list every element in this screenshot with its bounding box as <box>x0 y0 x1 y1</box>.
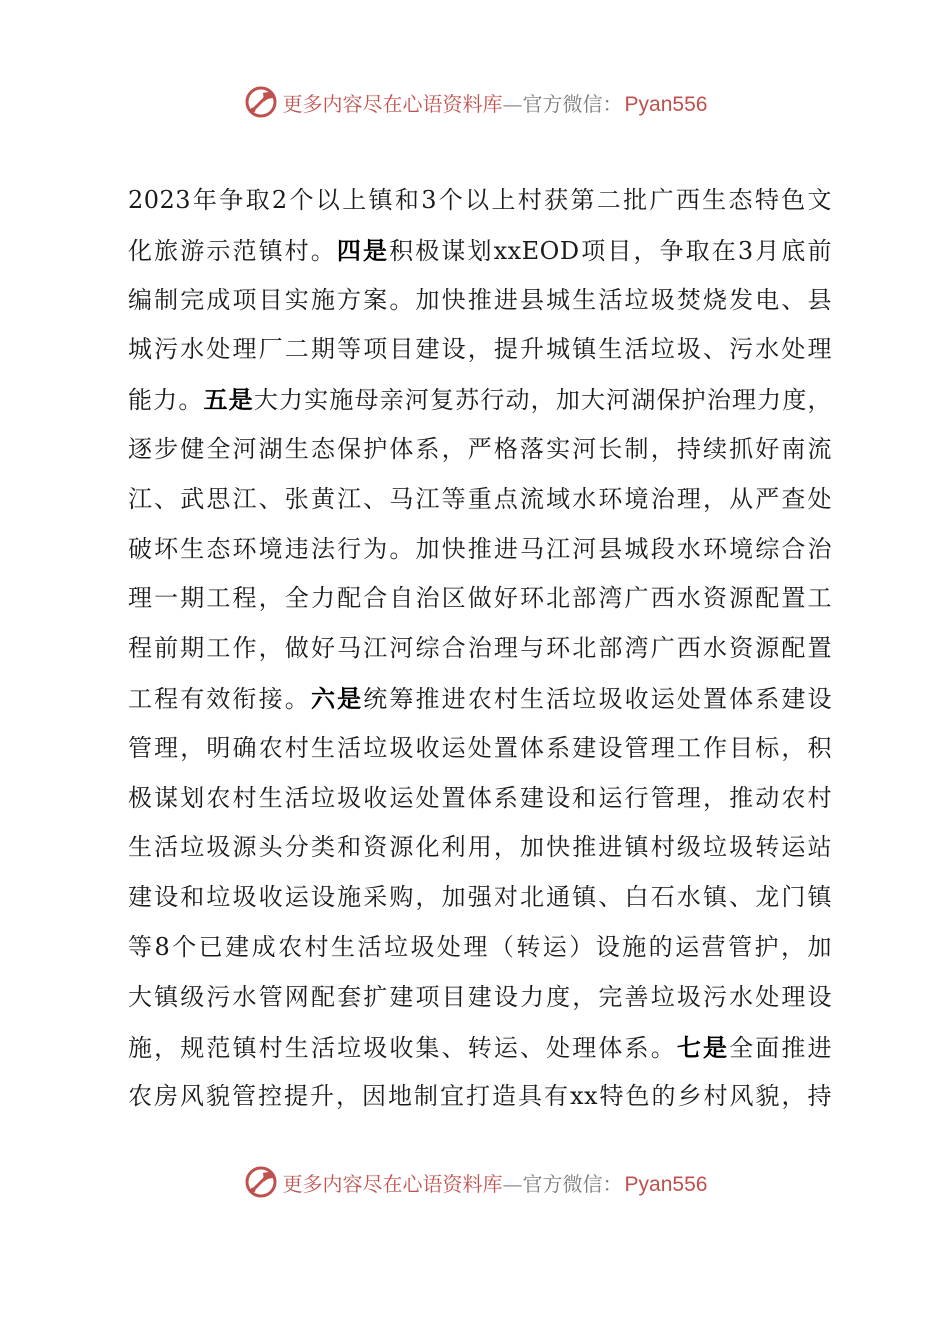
text-segment: 全面推进 <box>729 1033 833 1062</box>
quill-pen-logo-icon <box>243 1164 279 1200</box>
text-segment: 2023年争取2个以上镇和3个以上村获第二批广西生态特色文 <box>128 186 832 214</box>
text-segment: 城污水处理厂二期等项目建设，提升城镇生活垃圾、污水处理 <box>128 335 832 364</box>
text-segment: 极谋划农村生活垃圾收运处置体系建设和运行管理，推动农村 <box>128 783 832 812</box>
text-line <box>128 226 832 276</box>
text-line <box>128 973 832 1023</box>
text-line <box>128 624 832 674</box>
text-line <box>128 724 832 774</box>
text-segment: 编制完成项目实施方案。加快推进县城生活垃圾焚烧发电、县 <box>128 285 832 314</box>
text-segment: 化旅游示范镇村。 <box>128 236 337 265</box>
text-segment: 积极谋划xxEOD项目，争取在3月底前 <box>389 236 833 265</box>
text-segment: 理一期工程，全力配合自治区做好环北部湾广西水资源配置工 <box>128 584 832 613</box>
text-line <box>128 276 832 326</box>
text-segment: 江、武思江、张黄江、马江等重点流域水环境治理，从严查处 <box>128 484 832 513</box>
text-line <box>128 574 832 624</box>
bold-enumerator: 五是 <box>203 385 254 415</box>
text-line <box>128 525 832 575</box>
footer-banner <box>0 1162 950 1202</box>
header-banner <box>0 82 950 122</box>
text-line <box>128 774 832 824</box>
banner-text: 更多内容尽在心语资料库—官方微信：Pyan556 <box>282 91 708 116</box>
text-segment: 逐步健全河湖生态保护体系，严格落实河长制，持续抓好南流 <box>128 434 832 463</box>
text-segment: 破坏生态环境违法行为。加快推进马江河县城段水环境综合治 <box>128 534 832 563</box>
bold-enumerator: 四是 <box>336 235 390 265</box>
text-segment: 工程有效衔接。 <box>128 684 311 713</box>
text-segment: 施，规范镇村生活垃圾收集、转运、处理体系。 <box>128 1033 677 1062</box>
banner-text: 更多内容尽在心语资料库—官方微信：Pyan556 <box>282 1171 708 1196</box>
text-line <box>128 325 832 375</box>
document-body <box>128 176 832 1122</box>
text-segment: 建设和垃圾收运设施采购，加强对北通镇、白石水镇、龙门镇 <box>128 883 832 912</box>
text-line <box>128 375 832 425</box>
quill-pen-logo-icon <box>243 84 279 120</box>
wechat-id: Pyan556 <box>624 1172 708 1196</box>
text-segment: 农房风貌管控提升，因地制宜打造具有xx特色的乡村风貌，持 <box>128 1082 832 1111</box>
text-line <box>128 475 832 525</box>
text-line <box>128 425 832 475</box>
text-segment: 大力实施母亲河复苏行动，加大河湖保护治理力度， <box>253 386 833 415</box>
text-segment: 等8个已建成农村生活垃圾处理（转运）设施的运营管护，加 <box>128 932 832 961</box>
bold-enumerator: 六是 <box>310 683 364 713</box>
text-segment: 统筹推进农村生活垃圾收运处置体系建设 <box>363 684 833 713</box>
wechat-id: Pyan556 <box>624 92 708 116</box>
text-segment: 程前期工作，做好马江河综合治理与环北部湾广西水资源配置 <box>128 634 832 663</box>
text-line <box>128 873 832 923</box>
text-line <box>128 923 832 973</box>
text-segment: 大镇级污水管网配套扩建项目建设力度，完善垃圾污水处理设 <box>128 982 832 1011</box>
text-segment: 管理，明确农村生活垃圾收运处置体系建设管理工作目标，积 <box>128 733 832 762</box>
text-line <box>128 823 832 873</box>
bold-enumerator: 七是 <box>676 1032 730 1062</box>
text-line <box>128 1072 832 1122</box>
text-segment: 生活垃圾源头分类和资源化利用，加快推进镇村级垃圾转运站 <box>128 833 832 862</box>
text-line <box>128 1023 832 1073</box>
text-line <box>128 674 832 724</box>
text-segment: 能力。 <box>128 386 204 415</box>
text-line <box>128 176 832 226</box>
